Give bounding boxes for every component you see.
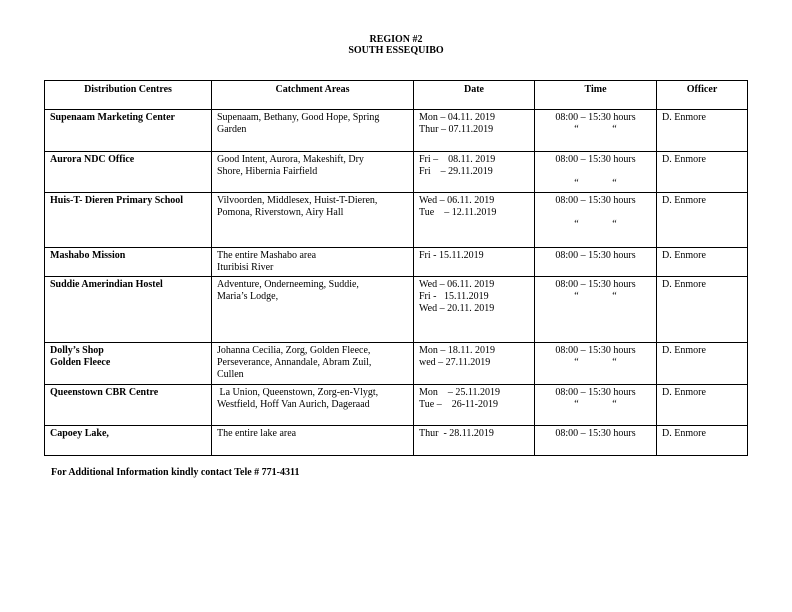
centre-name: Huis-T- Dieren Primary School <box>50 195 184 206</box>
time-value: 08:00 – 15:30 hours <box>555 154 636 165</box>
table-row <box>45 193 748 248</box>
area-line: Shore, Hibernia Fairfield <box>217 166 318 177</box>
time-value: 08:00 – 15:30 hours <box>555 250 636 261</box>
column-header: Catchment Areas <box>212 81 414 110</box>
table-row <box>45 385 748 426</box>
area-line: Johanna Cecilia, Zorg, Golden Fleece, <box>217 345 371 356</box>
officer-cell <box>657 248 748 277</box>
time-value: 08:00 – 15:30 hours <box>555 279 636 290</box>
officer-cell <box>657 277 748 343</box>
time-cell <box>535 343 657 385</box>
date-cell <box>414 152 535 193</box>
area-line: The entire Mashabo area <box>217 250 317 261</box>
officer-name: D. Enmore <box>662 154 706 165</box>
date-cell <box>414 193 535 248</box>
time-cell <box>535 110 657 152</box>
centre-cell <box>45 385 212 426</box>
page-title: REGION #2 <box>369 34 423 45</box>
column-header: Time <box>535 81 657 110</box>
time-value: 08:00 – 15:30 hours <box>555 428 636 439</box>
officer-name: D. Enmore <box>662 428 706 439</box>
area-line: Adventure, Onderneeming, Suddie, <box>217 279 359 290</box>
centre-name: Golden Fleece <box>50 357 111 368</box>
date-line: Tue – 26-11-2019 <box>419 399 498 410</box>
date-line: Mon – 25.11.2019 <box>419 387 501 398</box>
date-line: Wed – 06.11. 2019 <box>419 195 495 206</box>
time-cell <box>535 193 657 248</box>
area-line: La Union, Queenstown, Zorg-en-Vlygt, <box>217 387 379 398</box>
date-cell <box>414 110 535 152</box>
distribution-table <box>44 80 748 456</box>
table-row <box>45 248 748 277</box>
ditto-marks: “ “ <box>574 291 617 302</box>
area-line: Supenaam, Bethany, Good Hope, Spring <box>217 112 380 123</box>
officer-name: D. Enmore <box>662 279 706 290</box>
officer-cell <box>657 385 748 426</box>
area-line: Good Intent, Aurora, Makeshift, Dry <box>217 154 364 165</box>
ditto-marks: “ “ <box>574 399 617 410</box>
date-line: Fri - 15.11.2019 <box>419 250 484 261</box>
areas-cell <box>212 343 414 385</box>
time-cell <box>535 248 657 277</box>
date-line: Wed – 20.11. 2019 <box>419 303 495 314</box>
officer-name: D. Enmore <box>662 112 706 123</box>
contact-footer: For Additional Information kindly contact Tele # 771-4311 <box>51 467 300 478</box>
area-line: Perseverance, Annandale, Abram Zuil, <box>217 357 372 368</box>
centre-cell <box>45 152 212 193</box>
time-cell <box>535 426 657 456</box>
areas-cell <box>212 385 414 426</box>
ditto-marks: “ “ <box>574 124 617 135</box>
column-header: Distribution Centres <box>45 81 212 110</box>
date-cell <box>414 385 535 426</box>
table-row <box>45 343 748 385</box>
area-line: Vilvoorden, Middlesex, Huist-T-Dieren, <box>217 195 378 206</box>
officer-name: D. Enmore <box>662 345 706 356</box>
table-row <box>45 426 748 456</box>
time-value: 08:00 – 15:30 hours <box>555 387 636 398</box>
ditto-marks: “ “ <box>574 219 617 230</box>
centre-name: Mashabo Mission <box>50 250 126 261</box>
area-line: Pomona, Riverstown, Airy Hall <box>217 207 344 218</box>
time-cell <box>535 152 657 193</box>
date-line: Fri – 29.11.2019 <box>419 166 493 177</box>
area-line: Cullen <box>217 369 244 380</box>
centre-name: Dolly’s Shop <box>50 345 104 356</box>
centre-name: Aurora NDC Office <box>50 154 135 165</box>
date-line: Thur – 07.11.2019 <box>419 124 494 135</box>
time-value: 08:00 – 15:30 hours <box>555 112 636 123</box>
centre-cell <box>45 343 212 385</box>
column-header: Officer <box>657 81 748 110</box>
date-cell <box>414 248 535 277</box>
centre-cell <box>45 277 212 343</box>
date-line: Fri – 08.11. 2019 <box>419 154 496 165</box>
time-value: 08:00 – 15:30 hours <box>555 195 636 206</box>
officer-cell <box>657 152 748 193</box>
areas-cell <box>212 248 414 277</box>
areas-cell <box>212 110 414 152</box>
time-cell <box>535 385 657 426</box>
centre-cell <box>45 193 212 248</box>
area-line: Garden <box>217 124 247 135</box>
officer-cell <box>657 110 748 152</box>
date-line: Thur - 28.11.2019 <box>419 428 494 439</box>
date-line: Mon – 04.11. 2019 <box>419 112 496 123</box>
officer-name: D. Enmore <box>662 387 706 398</box>
centre-name: Capoey Lake, <box>50 428 109 439</box>
date-cell <box>414 277 535 343</box>
centre-cell <box>45 110 212 152</box>
date-cell <box>414 343 535 385</box>
centre-name: Queenstown CBR Centre <box>50 387 159 398</box>
centre-cell <box>45 248 212 277</box>
officer-cell <box>657 343 748 385</box>
time-cell <box>535 277 657 343</box>
centre-name: Supenaam Marketing Center <box>50 112 175 123</box>
area-line: Westfield, Hoff Van Aurich, Dageraad <box>217 399 370 410</box>
centre-name: Suddie Amerindian Hostel <box>50 279 163 290</box>
officer-cell <box>657 193 748 248</box>
date-cell <box>414 426 535 456</box>
table-row <box>45 110 748 152</box>
table-header-row <box>45 81 748 110</box>
date-line: Tue – 12.11.2019 <box>419 207 497 218</box>
date-line: wed – 27.11.2019 <box>419 357 491 368</box>
column-header: Date <box>414 81 535 110</box>
date-line: Fri - 15.11.2019 <box>419 291 489 302</box>
areas-cell <box>212 152 414 193</box>
areas-cell <box>212 426 414 456</box>
officer-name: D. Enmore <box>662 195 706 206</box>
area-line: Maria’s Lodge, <box>217 291 279 302</box>
ditto-marks: “ “ <box>574 357 617 368</box>
area-line: The entire lake area <box>217 428 297 439</box>
officer-cell <box>657 426 748 456</box>
table-row <box>45 152 748 193</box>
officer-name: D. Enmore <box>662 250 706 261</box>
page-subtitle: SOUTH ESSEQUIBO <box>348 45 444 56</box>
centre-cell <box>45 426 212 456</box>
table-row <box>45 277 748 343</box>
date-line: Mon – 18.11. 2019 <box>419 345 496 356</box>
areas-cell <box>212 193 414 248</box>
ditto-marks: “ “ <box>574 178 617 189</box>
date-line: Wed – 06.11. 2019 <box>419 279 495 290</box>
area-line: Ituribisi River <box>217 262 274 273</box>
areas-cell <box>212 277 414 343</box>
time-value: 08:00 – 15:30 hours <box>555 345 636 356</box>
